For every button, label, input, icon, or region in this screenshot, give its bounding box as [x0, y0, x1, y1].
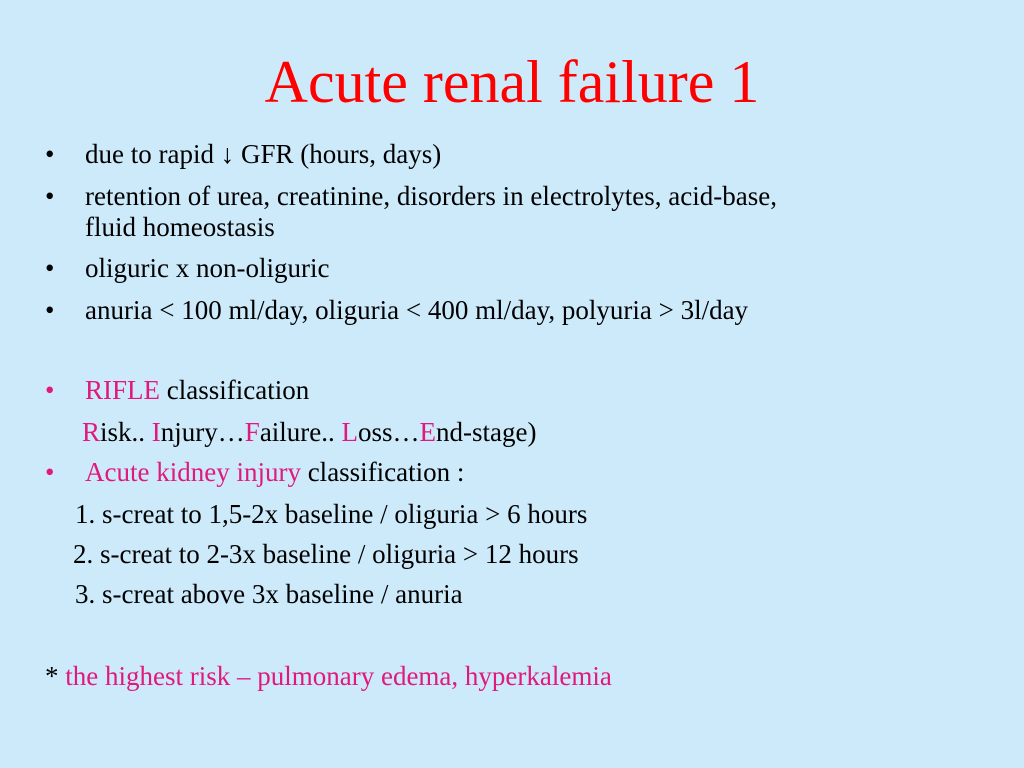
bullet-marker: •	[45, 457, 55, 487]
rifle-heading	[85, 374, 309, 406]
rifle-word-end-stage: nd-stage)	[436, 417, 537, 447]
bullet-text: fluid homeostasis	[85, 212, 275, 242]
rifle-word-loss: oss…	[358, 417, 420, 447]
aki-stage-2: 2. s-creat to 2-3x baseline / oliguria > 12 hours	[73, 539, 579, 569]
rifle-letter-r: R	[82, 417, 101, 447]
bullet-text: anuria < 100 ml/day, oliguria < 400 ml/day, polyuria > 3l/day	[85, 295, 749, 325]
note-star: *	[45, 661, 66, 691]
bullet-marker: •	[45, 375, 55, 405]
rifle-highlight: RIFLE	[85, 375, 161, 405]
rifle-word-failure: ailure..	[259, 417, 342, 447]
aki-highlight: Acute kidney injury	[85, 457, 301, 487]
bullet-text: retention of urea, creatinine, disorders in electrolytes, acid-base,	[85, 181, 777, 211]
aki-stage-1: 1. s-creat to 1,5-2x baseline / oliguria > 6 hours	[75, 499, 588, 529]
aki-stage-3: 3. s-creat above 3x baseline / anuria	[75, 579, 463, 609]
note-text: the highest risk – pulmonary edema, hyperkalemia	[65, 661, 612, 691]
slide-title: Acute renal failure 1	[264, 49, 760, 115]
rifle-letter-e: E	[419, 417, 437, 447]
rifle-letter-f: F	[244, 417, 260, 447]
aki-heading	[85, 456, 464, 488]
bullet-marker: •	[45, 139, 55, 169]
rifle-word-injury: njury…	[160, 417, 245, 447]
aki-rest: classification :	[300, 457, 465, 487]
rifle-letter-l: L	[341, 417, 359, 447]
bullet-marker: •	[45, 181, 55, 211]
bullet-marker: •	[45, 253, 55, 283]
rifle-letter-i: I	[151, 417, 161, 447]
bullet-text: oliguric x non-oliguric	[85, 253, 330, 283]
bullet-marker: •	[45, 295, 55, 325]
rifle-rest: classification	[160, 375, 310, 405]
rifle-word-risk: isk..	[100, 417, 152, 447]
bullet-text: due to rapid ↓ GFR (hours, days)	[85, 139, 442, 169]
risk-note	[45, 660, 612, 692]
